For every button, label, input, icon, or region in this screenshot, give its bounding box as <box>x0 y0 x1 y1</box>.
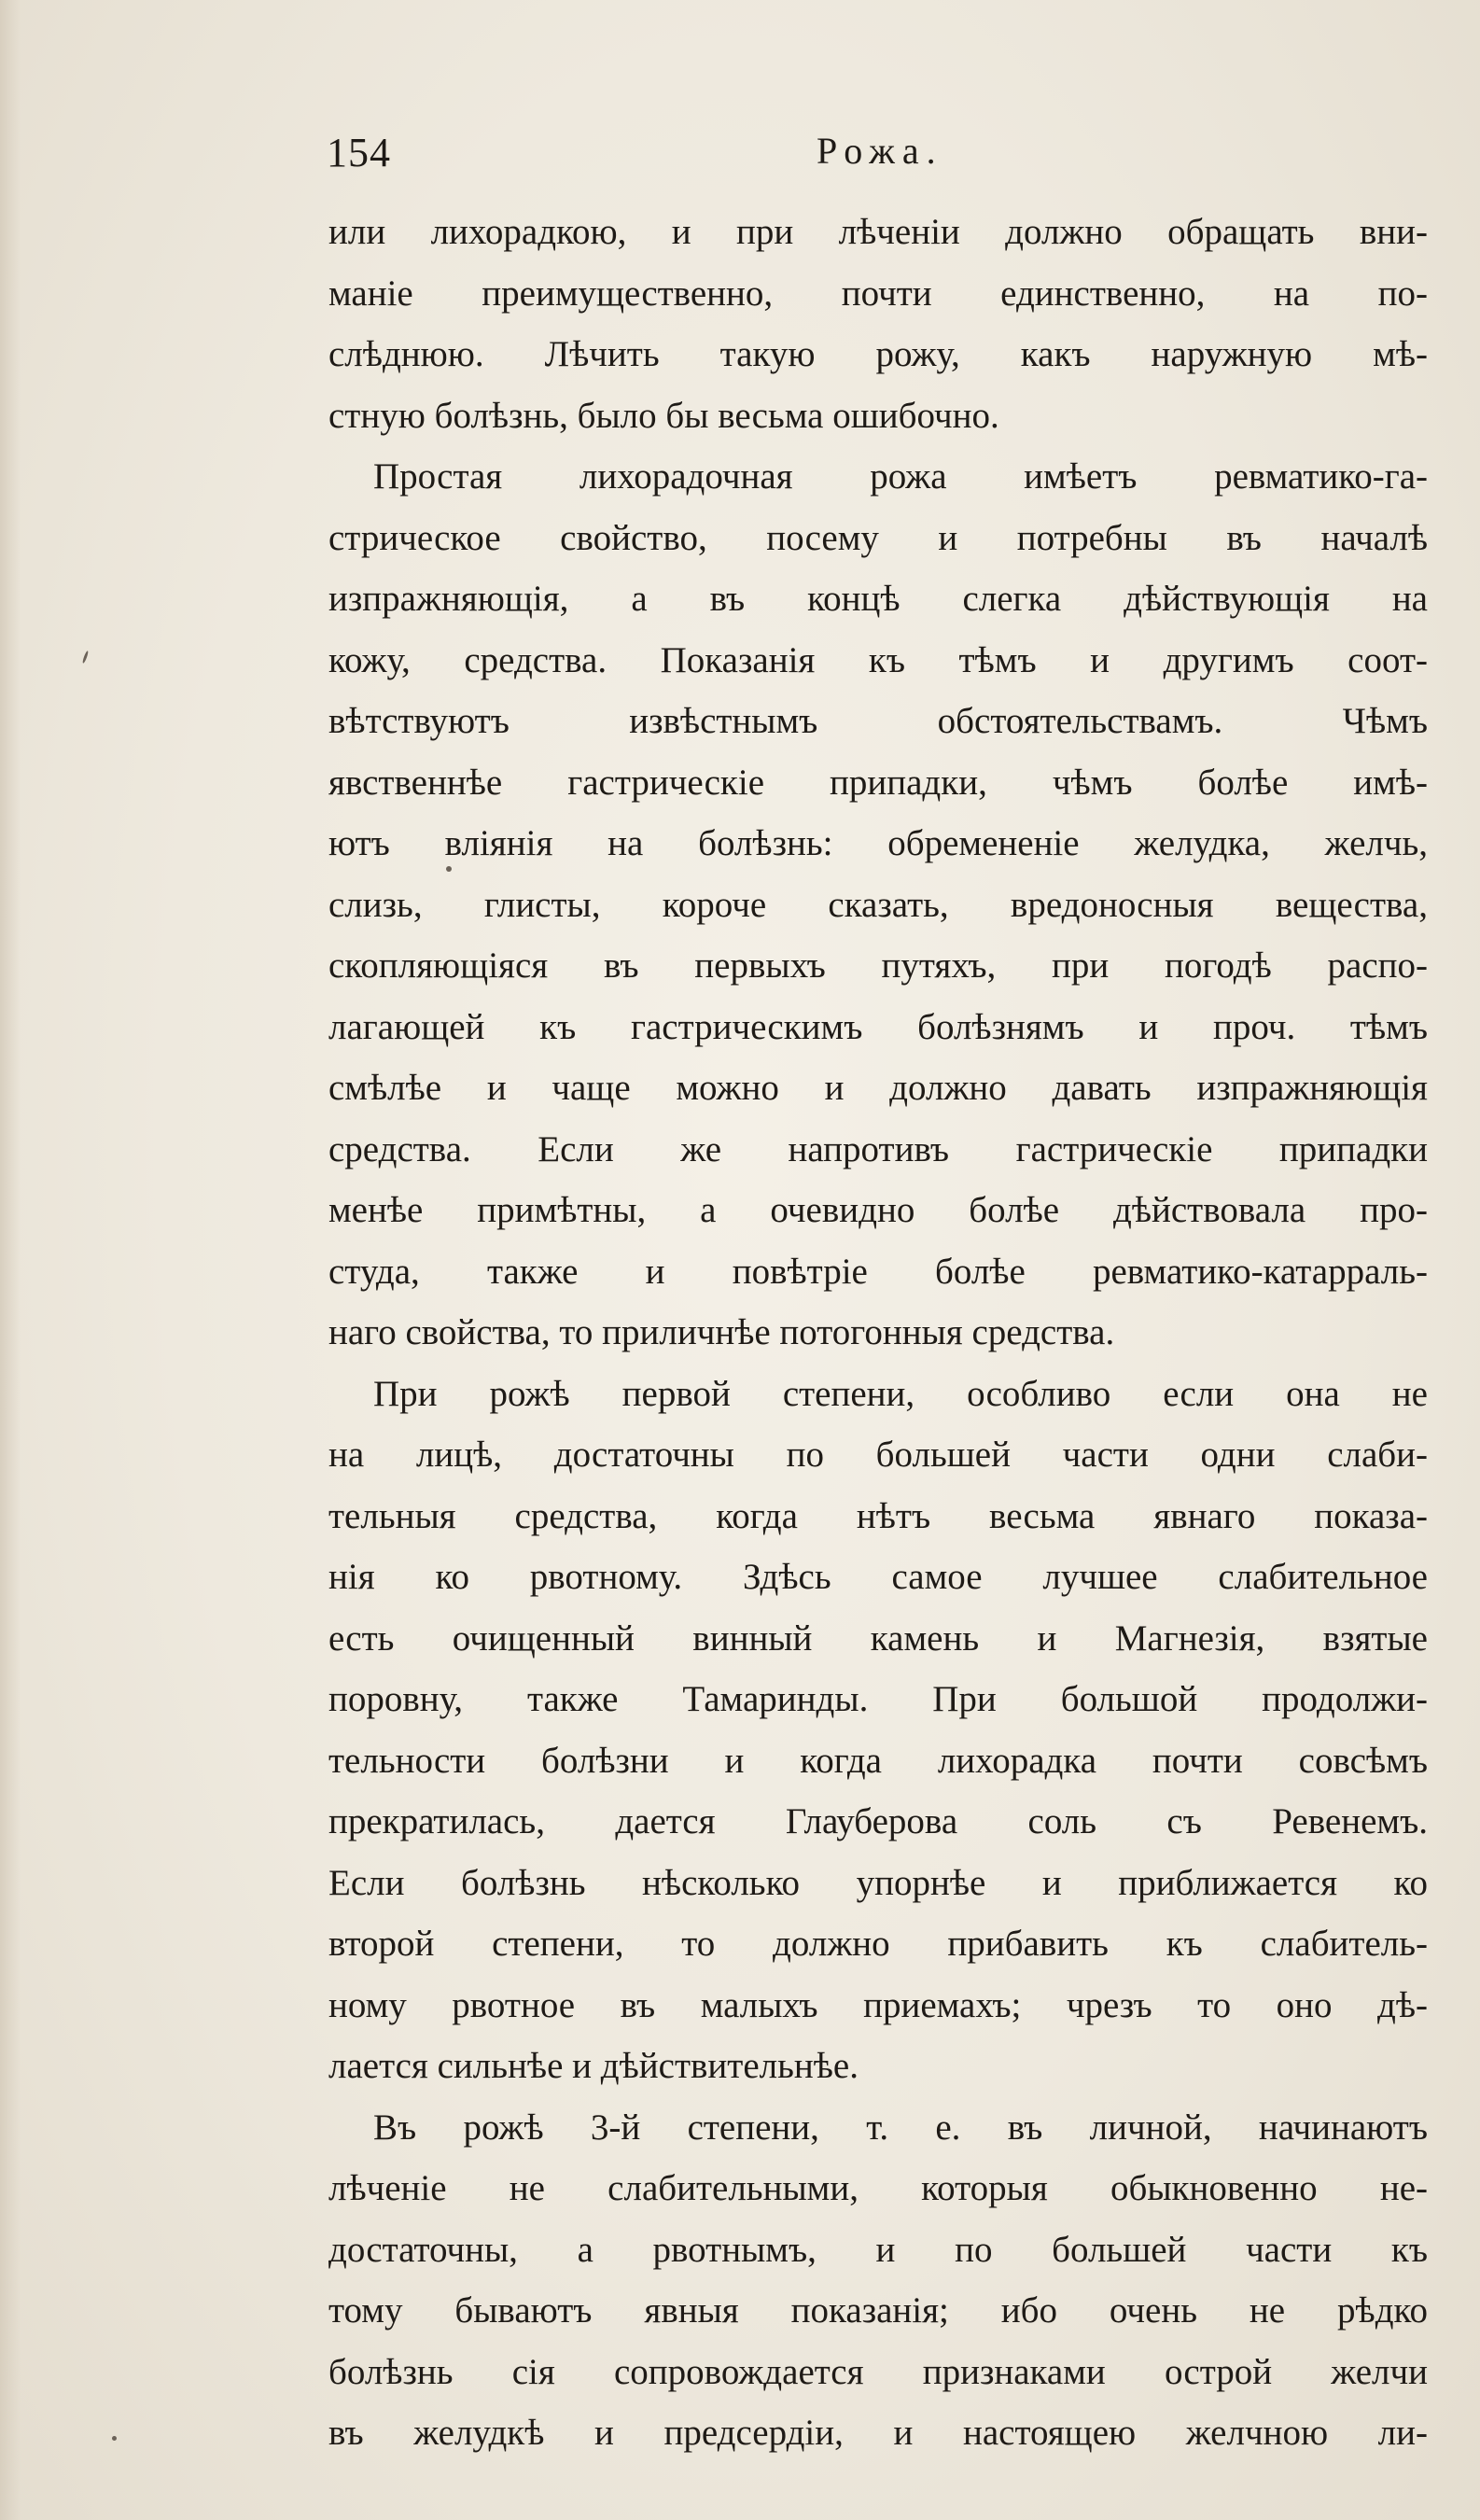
text-line: явственнѣе гастрическіе припадки, чѣмъ болѣе имѣ- <box>328 762 1428 803</box>
paper-speck <box>112 2436 117 2441</box>
text-line: тому бываютъ явныя показанія; ибо очень не рѣдко <box>328 2290 1428 2331</box>
text-line: или лихорадкою, и при лѣченіи должно обращать вни- <box>328 212 1428 252</box>
text-line: нія ко рвотному. Здѣсь самое лучшее слабительное <box>328 1557 1428 1597</box>
text-line: ютъ вліянія на болѣзнь: обремененіе желудка, желчь, <box>328 823 1428 863</box>
text-line: наго свойства, то приличнѣе потогонныя средства. <box>328 1312 1115 1352</box>
text-line: маніе преимущественно, почти единственно, на по- <box>328 273 1428 314</box>
text-line: болѣзнь сія сопровождается признаками острой желчи <box>328 2351 1428 2392</box>
paragraph-first-line: При рожѣ первой степени, особливо если она не <box>373 1373 1428 1414</box>
text-line: вѣтствуютъ извѣстнымъ обстоятельствамъ. Чѣмъ <box>328 701 1428 741</box>
text-line: стную болѣзнь, было бы весьма ошибочно. <box>328 395 999 436</box>
text-line: есть очищенный винный камень и Магнезія, взятые <box>328 1617 1428 1659</box>
text-line: кожу, средства. Показанія къ тѣмъ и другимъ соот- <box>328 639 1428 680</box>
text-line: стрическое свойство, посему и потребны въ началѣ <box>328 517 1428 558</box>
text-line: лагающей къ гастрическимъ болѣзнямъ и проч. тѣмъ <box>328 1006 1428 1047</box>
text-line: тельныя средства, когда нѣтъ весьма явнаго показа- <box>328 1495 1428 1536</box>
text-line: на лицѣ, достаточны по большей части одни слаби- <box>328 1435 1428 1475</box>
text-line: Если болѣзнь нѣсколько упорнѣе и приближается ко <box>328 1862 1428 1903</box>
text-line: въ желудкѣ и предсердіи, и настоящею желчною ли- <box>328 2413 1428 2453</box>
text-line: поровну, также Тамаринды. При большой продолжи- <box>328 1679 1428 1719</box>
text-line: лѣченіе не слабительными, которыя обыкновенно не- <box>328 2168 1428 2208</box>
paragraph-first-line: Простая лихорадочная рожа имѣетъ ревматико-га- <box>373 456 1428 497</box>
paper-speck <box>82 651 90 664</box>
text-line: второй степени, то должно прибавить къ слабитель- <box>328 1924 1428 1964</box>
text-line: ному рвотное въ малыхъ приемахъ; чрезъ то оно дѣ- <box>328 1984 1428 2025</box>
paper-speck <box>446 866 452 872</box>
body-text <box>328 202 1428 2464</box>
text-line: тельности болѣзни и когда лихорадка почти совсѣмъ <box>328 1740 1428 1781</box>
paragraph-first-line: Въ рожѣ 3-й степени, т. е. въ личной, начинаютъ <box>373 2107 1428 2148</box>
text-line: менѣе примѣтны, а очевидно болѣе дѣйствовала про- <box>328 1190 1428 1230</box>
text-line: средства. Если же напротивъ гастрическіе припадки <box>328 1128 1428 1169</box>
text-line: лается сильнѣе и дѣйствительнѣе. <box>328 2046 859 2086</box>
page-number: 154 <box>327 130 391 175</box>
text-line: достаточны, а рвотнымъ, и по большей части къ <box>328 2229 1428 2270</box>
text-line: изпражняющія, а въ концѣ слегка дѣйствующія на <box>328 579 1428 619</box>
text-line: прекратилась, дается Глауберова соль съ Ревенемъ. <box>328 1801 1428 1841</box>
text-line: слизь, глисты, короче сказать, вредоносныя вещества, <box>328 884 1428 925</box>
text-line: слѣднюю. Лѣчить такую рожу, какъ наружную мѣ- <box>328 334 1428 374</box>
text-line: студа, также и повѣтріе болѣе ревматико-катарраль- <box>328 1251 1428 1292</box>
running-title: Рожа. <box>817 130 943 172</box>
page-edge-shadow <box>0 0 21 2520</box>
text-line: скопляющіяся въ первыхъ путяхъ, при погодѣ распо- <box>328 945 1428 986</box>
page-header <box>327 129 1428 194</box>
text-line: смѣлѣе и чаще можно и должно давать изпражняющія <box>328 1068 1428 1108</box>
